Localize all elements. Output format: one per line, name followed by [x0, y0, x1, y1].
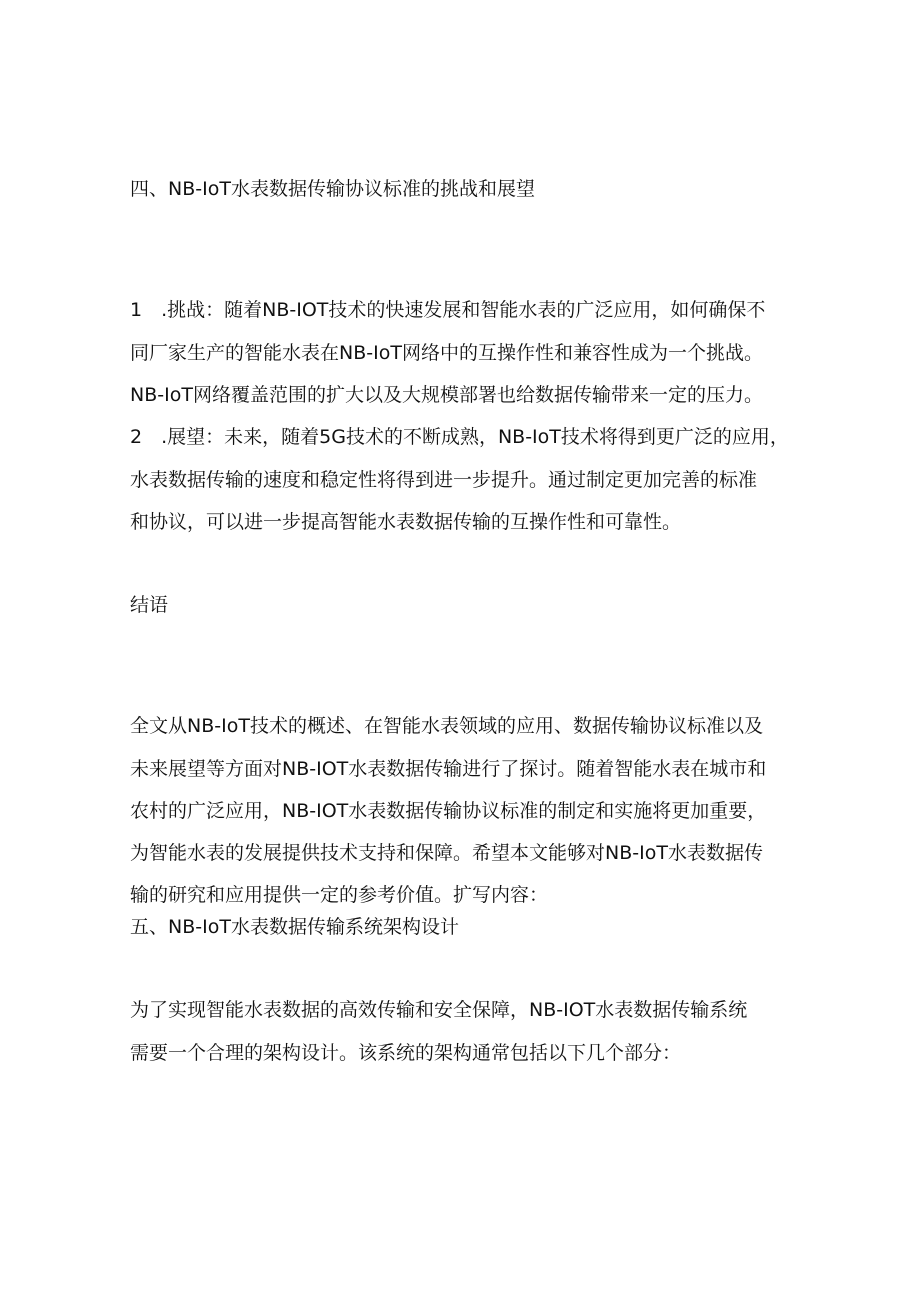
section-4-heading: 四、NB-IoT水表数据传输协议标准的挑战和展望: [130, 178, 535, 200]
conclusion-line-5: 输的研究和应用提供一定的参考价值。扩写内容：: [130, 884, 549, 906]
section-5-line-1: 为了实现智能水表数据的高效传输和安全保障，NB-IOT水表数据传输系统: [130, 999, 748, 1021]
section-5-heading: 五、NB-IoT水表数据传输系统架构设计: [130, 916, 459, 938]
conclusion-line-2: 未来展望等方面对NB-IOT水表数据传输进行了探讨。随着智能水表在城市和: [130, 758, 767, 780]
conclusion-line-4: 为智能水表的发展提供技术支持和保障。希望本文能够对NB-IoT水表数据传: [130, 842, 763, 864]
item-1-line-2: 同厂家生产的智能水表在NB-IoT网络中的互操作性和兼容性成为一个挑战。: [130, 342, 763, 364]
item-2-line-3: 和协议，可以进一步提高智能水表数据传输的互操作性和可靠性。: [130, 511, 682, 533]
item-1-line-3: NB-IoT网络覆盖范围的扩大以及大规模部署也给数据传输带来一定的压力。: [130, 384, 763, 406]
item-2-line-1: 2 .展望：未来，随着5G技术的不断成熟，NB-IoT技术将得到更广泛的应用，: [130, 426, 789, 448]
section-5-line-2: 需要一个合理的架构设计。该系统的架构通常包括以下几个部分：: [130, 1042, 682, 1064]
item-2-line-2: 水表数据传输的速度和稳定性将得到进一步提升。通过制定更加完善的标准: [130, 469, 758, 491]
conclusion-heading: 结语: [130, 594, 169, 616]
conclusion-line-1: 全文从NB-IoT技术的概述、在智能水表领域的应用、数据传输协议标准以及: [130, 715, 763, 737]
item-1-line-1: 1 .挑战：随着NB-IOT技术的快速发展和智能水表的广泛应用，如何确保不: [130, 299, 766, 321]
conclusion-line-3: 农村的广泛应用，NB-IOT水表数据传输协议标准的制定和实施将更加重要，: [130, 800, 767, 822]
